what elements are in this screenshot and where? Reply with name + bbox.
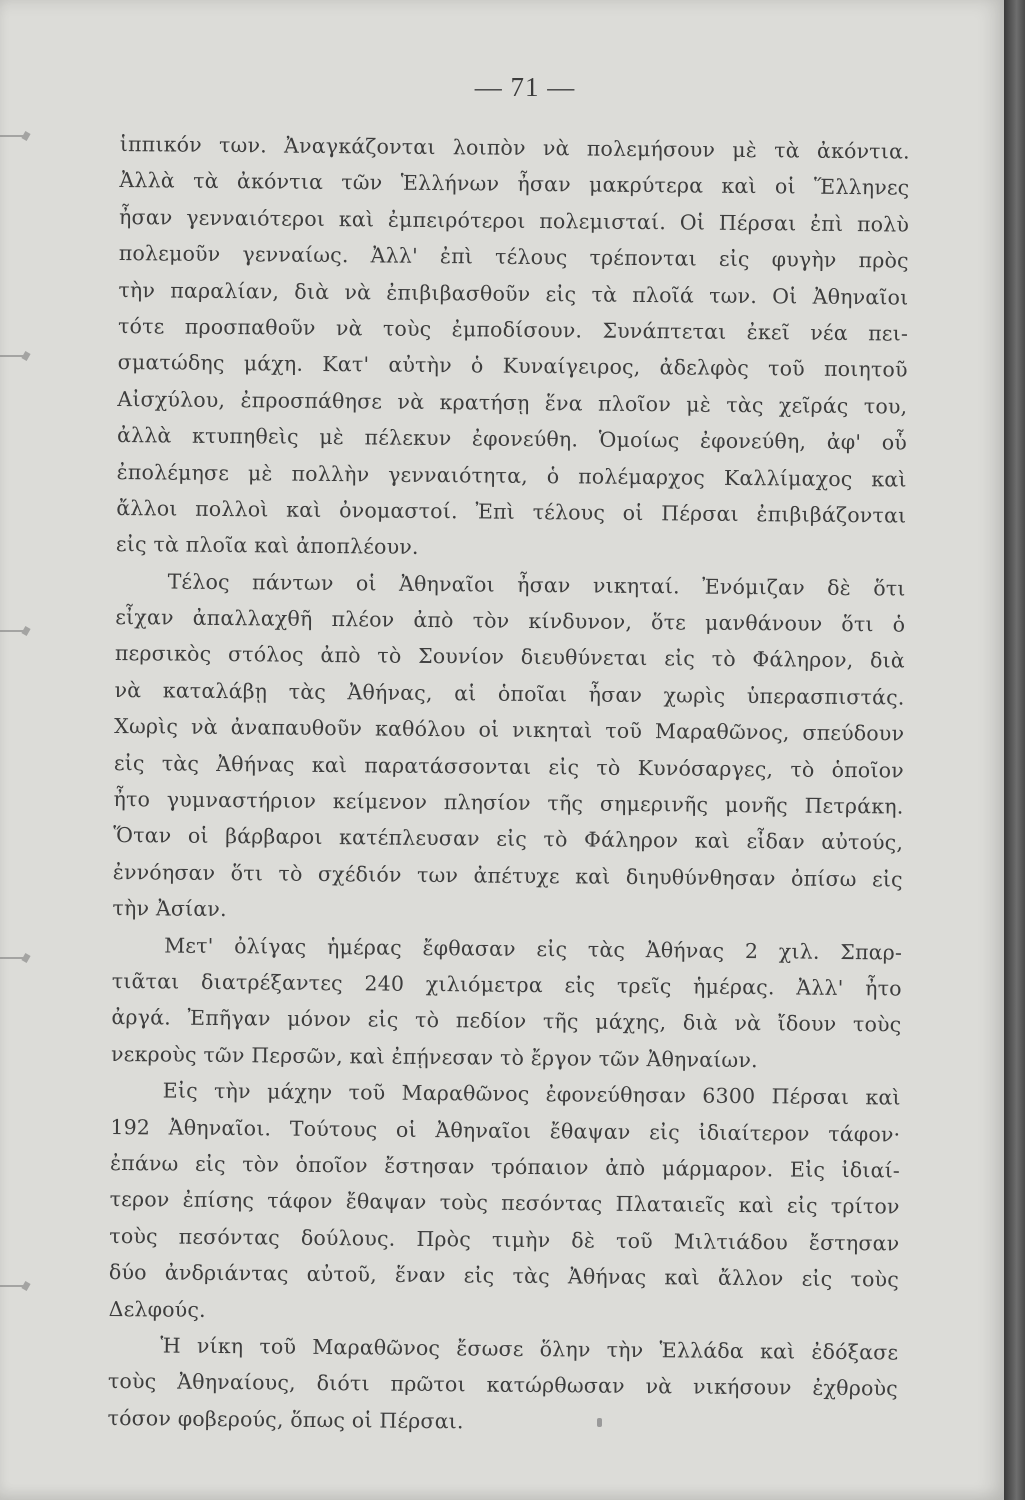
text-line: Ἡ νίκη τοῦ Μαραθῶνος ἔσωσε ὅλην τὴν Ἑλλάδα καὶ ἐδόξασε	[160, 1333, 899, 1365]
margin-mark	[0, 957, 26, 959]
text-line: Ἀλλὰ τὰ ἀκόντια τῶν Ἑλλήνων ἦσαν μακρύτερα καὶ οἱ Ἕλληνες	[119, 168, 910, 200]
margin-mark	[0, 630, 26, 632]
text-line: Αἰσχύλου, ἐπροσπάθησε νὰ κρατήσῃ ἕνα πλοῖον μὲ τὰς χεῖράς του,	[117, 386, 908, 419]
text-line: Μετ' ὀλίγας ἡμέρας ἔφθασαν εἰς τὰς Ἀθήνας 2 χιλ. Σπαρ-	[164, 933, 903, 965]
text-line: περσικὸς στόλος ἀπὸ τὸ Σουνίον διευθύνεται εἰς τὸ Φάληρον, διὰ	[114, 641, 906, 674]
text-line: εἰς τὰ πλοῖα καὶ ἀποπλέουν.	[115, 532, 419, 560]
text-line: ἐπολέμησε μὲ πολλὴν γενναιότητα, ὁ πολέμαρχος Καλλίμαχος καὶ	[116, 459, 907, 492]
text-line: τότε προσπαθοῦν νὰ τοὺς ἐμποδίσουν. Συνάπτεται ἐκεῖ νέα πει-	[117, 313, 909, 346]
text-line: νὰ καταλάβῃ τὰς Ἀθήνας, αἱ ὁποῖαι ἦσαν χωρὶς ὑπερασπιστάς.	[114, 677, 905, 710]
text-line: ἐννόησαν ὅτι τὸ σχέδιόν των ἀπέτυχε καὶ διηυθύνθησαν ὀπίσω εἰς	[112, 859, 903, 892]
text-line: Χωρὶς νὰ ἀναπαυθοῦν καθόλου οἱ νικηταὶ τοῦ Μαραθῶνος, σπεύδουν	[114, 714, 905, 746]
page-number: — 71 —	[474, 72, 576, 102]
text-line: πολεμοῦν γενναίως. Ἀλλ' ἐπὶ τέλους τρέπονται εἰς φυγὴν πρὸς	[118, 241, 909, 273]
text-line: ἐπάνω εἰς τὸν ὁποῖον ἔστησαν τρόπαιον ἀπὸ μάρμαρον. Εἰς ἰδιαί-	[109, 1150, 901, 1183]
text-line: τοὺς Ἀθηναίους, διότι πρῶτοι κατώρθωσαν νὰ νικήσουν ἐχθροὺς	[107, 1369, 899, 1401]
text-line: τιᾶται διατρέξαντες 240 χιλιόμετρα εἰς τρεῖς ἡμέρας. Ἀλλ' ἦτο	[111, 968, 902, 1001]
text-line: τὴν Ἀσίαν.	[112, 896, 227, 922]
margin-mark	[0, 1285, 26, 1287]
text-line: νεκροὺς τῶν Περσῶν, καὶ ἐπῄνεσαν τὸ ἔργον τῶν Ἀθηναίων.	[110, 1041, 758, 1072]
text-line: τὴν παραλίαν, διὰ νὰ ἐπιβιβασθοῦν εἰς τὰ πλοῖά των. Οἱ Ἀθηναῖοι	[118, 277, 909, 310]
text-line: ἦτο γυμναστήριον κείμενον πλησίον τῆς σημερινῆς μονῆς Πετράκη.	[113, 787, 904, 819]
text-line: ἱππικόν των. Ἀναγκάζονται λοιπὸν νὰ πολεμήσουν μὲ τὰ ἀκόντια.	[119, 131, 910, 164]
text-line: εἰς τὰς Ἀθήνας καὶ παρατάσσονται εἰς τὸ Κυνόσαργες, τὸ ὁποῖον	[113, 750, 904, 783]
text-line: Τέλος πάντων οἱ Ἀθηναῖοι ἦσαν νικηταί. Ἐνόμιζαν δὲ ὅτι	[167, 569, 906, 601]
text-line: ἄλλοι πολλοὶ καὶ ὀνομαστοί. Ἐπὶ τέλους οἱ Πέρσαι ἐπιβιβάζονται	[116, 495, 907, 528]
text-line: Εἰς τὴν μάχην τοῦ Μαραθῶνος ἐφονεύθησαν 6300 Πέρσαι καὶ	[162, 1078, 901, 1110]
text-line: τόσον φοβερούς, ὅπως οἱ Πέρσαι.	[107, 1405, 464, 1434]
text-line: σματώδης μάχη. Κατ' αὐτὴν ὁ Κυναίγειρος, ἀδελφὸς τοῦ ποιητοῦ	[117, 350, 908, 382]
text-line: ἀργά. Ἐπῆγαν μόνον εἰς τὸ πεδίον τῆς μάχης, διὰ νὰ ἴδουν τοὺς	[111, 1005, 902, 1037]
body-text	[107, 126, 910, 1444]
text-line: δύο ἀνδριάντας αὐτοῦ, ἕναν εἰς τὰς Ἀθήνας καὶ ἄλλον εἰς τοὺς	[108, 1260, 900, 1292]
text-line: εἶχαν ἀπαλλαχθῆ πλέον ἀπὸ τὸν κίνδυνον, ὅτε μανθάνουν ὅτι ὁ	[115, 605, 906, 637]
text-line: ἦσαν γενναιότεροι καὶ ἐμπειρότεροι πολεμισταί. Οἱ Πέρσαι ἐπὶ πολὺ	[119, 204, 910, 237]
margin-mark	[0, 135, 26, 137]
margin-mark	[0, 355, 26, 357]
text-line: 192 Ἀθηναῖοι. Τούτους οἱ Ἀθηναῖοι ἔθαψαν εἰς ἰδιαίτερον τάφον·	[110, 1114, 901, 1147]
text-line: τερον ἐπίσης τάφον ἔθαψαν τοὺς πεσόντας Πλαταιεῖς καὶ εἰς τρίτον	[109, 1187, 900, 1219]
text-line: τοὺς πεσόντας δούλους. Πρὸς τιμὴν δὲ τοῦ Μιλτιάδου ἔστησαν	[109, 1223, 900, 1256]
text-line: Δελφούς.	[108, 1296, 206, 1322]
book-spine-edge	[1004, 0, 1025, 1500]
text-line: Ὅταν οἱ βάρβαροι κατέπλευσαν εἰς τὸ Φάληρον καὶ εἶδαν αὐτούς,	[113, 823, 904, 855]
paper-speck	[597, 1418, 602, 1427]
text-line: ἀλλὰ κτυπηθεὶς μὲ πέλεκυν ἐφονεύθη. Ὁμοίως ἐφονεύθη, ἀφ' οὗ	[116, 423, 908, 455]
